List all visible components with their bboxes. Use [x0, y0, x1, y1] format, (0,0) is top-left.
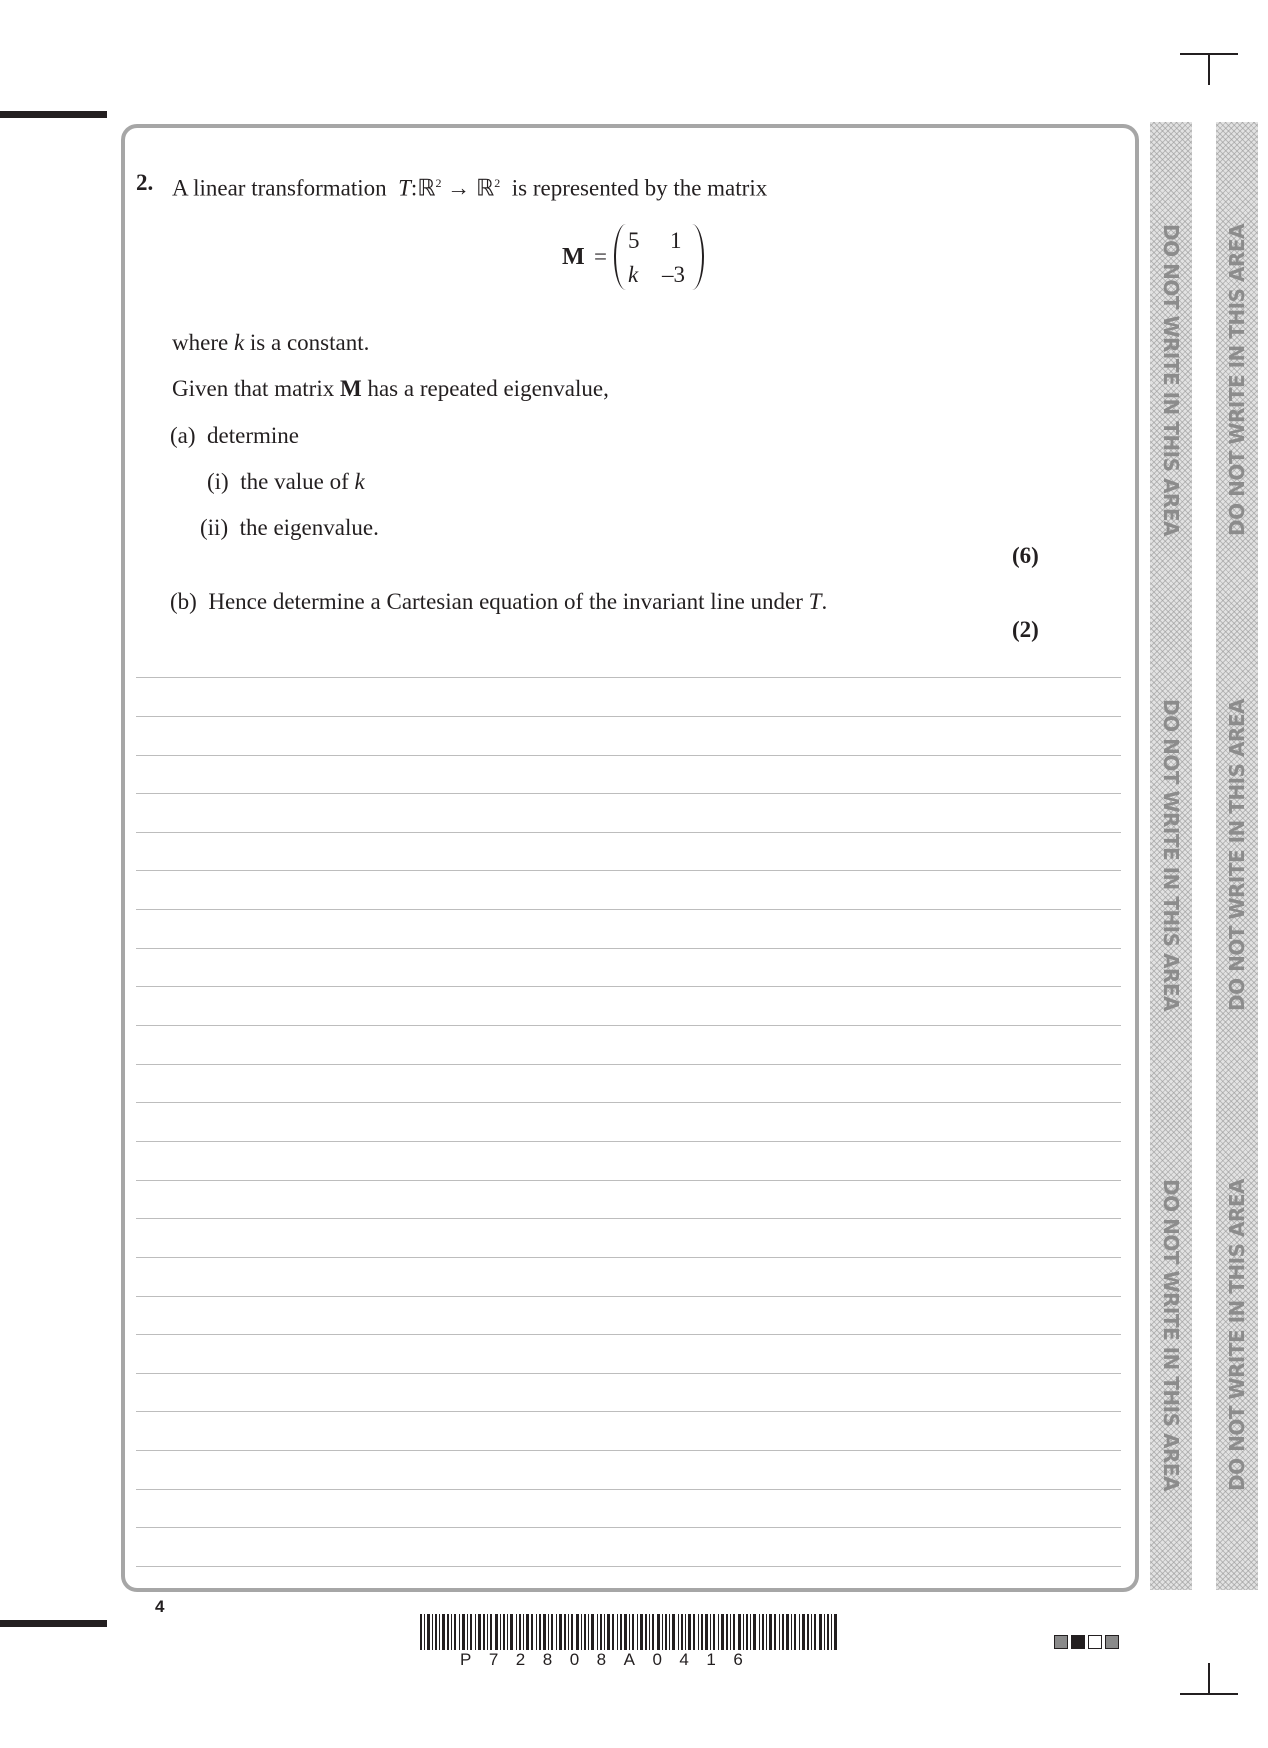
- answer-line[interactable]: [136, 1334, 1121, 1335]
- left-margin-bar-top: [0, 111, 107, 118]
- side-warning: DO NOT WRITE IN THIS AREA: [1159, 699, 1183, 1011]
- indicator-box: [1088, 1635, 1102, 1649]
- answer-line[interactable]: [136, 1527, 1121, 1528]
- corner-mark-bottom-h: [1180, 1693, 1238, 1695]
- side-warning: DO NOT WRITE IN THIS AREA: [1159, 224, 1183, 536]
- part-a-sub-ii: (ii) the eigenvalue.: [200, 515, 379, 540]
- matrix-a12: 1: [670, 228, 682, 253]
- matrix-a22: –3: [662, 262, 685, 287]
- indicator-box: [1105, 1635, 1119, 1649]
- answer-line[interactable]: [136, 1566, 1121, 1567]
- answer-line[interactable]: [136, 677, 1121, 678]
- answer-line[interactable]: [136, 909, 1121, 910]
- matrix-m: [562, 224, 702, 292]
- answer-line[interactable]: [136, 793, 1121, 794]
- answer-line[interactable]: [136, 1373, 1121, 1374]
- answer-line[interactable]: [136, 1257, 1121, 1258]
- question-intro: A linear transformation T:ℝ$^2$ → ℝ$^2$ is represented by the matrix: [172, 175, 768, 201]
- answer-line[interactable]: [136, 1102, 1121, 1103]
- answer-line[interactable]: [136, 870, 1121, 871]
- page-number: 4: [155, 1597, 165, 1616]
- matrix-a11: 5: [628, 228, 640, 253]
- given-line: Given that matrix M has a repeated eigenvalue,: [172, 376, 609, 401]
- part-b: (b) Hence determine a Cartesian equation of the invariant line under T.: [170, 589, 828, 614]
- answer-line[interactable]: [136, 755, 1121, 756]
- side-warning: DO NOT WRITE IN THIS AREA: [1225, 224, 1249, 536]
- matrix-left-paren: [614, 224, 628, 290]
- answer-line[interactable]: [136, 1411, 1121, 1412]
- corner-mark-top-v: [1208, 55, 1210, 85]
- answer-line[interactable]: [136, 1296, 1121, 1297]
- answer-line[interactable]: [136, 986, 1121, 987]
- part-a: (a) determine: [170, 423, 299, 448]
- barcode-text: P72808A0416: [460, 1650, 761, 1669]
- side-warning: DO NOT WRITE IN THIS AREA: [1225, 699, 1249, 1011]
- indicator-box: [1071, 1635, 1085, 1649]
- matrix-equals: =: [594, 244, 607, 269]
- page-indicator-boxes: [1054, 1635, 1119, 1649]
- barcode: [420, 1614, 838, 1650]
- corner-mark-bottom-v: [1208, 1663, 1210, 1693]
- answer-line[interactable]: [136, 1025, 1121, 1026]
- indicator-box: [1054, 1635, 1068, 1649]
- answer-line[interactable]: [136, 1489, 1121, 1490]
- matrix-right-paren: [690, 224, 704, 290]
- matrix-name: M: [562, 244, 585, 270]
- answer-line[interactable]: [136, 716, 1121, 717]
- part-a-sub-i: (i) the value of k: [207, 469, 365, 494]
- answer-line[interactable]: [136, 1450, 1121, 1451]
- question-number: 2.: [136, 170, 154, 195]
- where-line: where k is a constant.: [172, 330, 370, 355]
- marks-part-b: (2): [1012, 617, 1039, 642]
- matrix-a21: k: [628, 262, 639, 287]
- left-margin-bar-bottom: [0, 1620, 107, 1627]
- answer-line[interactable]: [136, 948, 1121, 949]
- marks-part-a: (6): [1012, 543, 1039, 568]
- answer-line[interactable]: [136, 1180, 1121, 1181]
- answer-line[interactable]: [136, 832, 1121, 833]
- answer-line[interactable]: [136, 1064, 1121, 1065]
- answer-line[interactable]: [136, 1141, 1121, 1142]
- side-warning: DO NOT WRITE IN THIS AREA: [1225, 1179, 1249, 1491]
- side-warning: DO NOT WRITE IN THIS AREA: [1159, 1179, 1183, 1491]
- answer-line[interactable]: [136, 1218, 1121, 1219]
